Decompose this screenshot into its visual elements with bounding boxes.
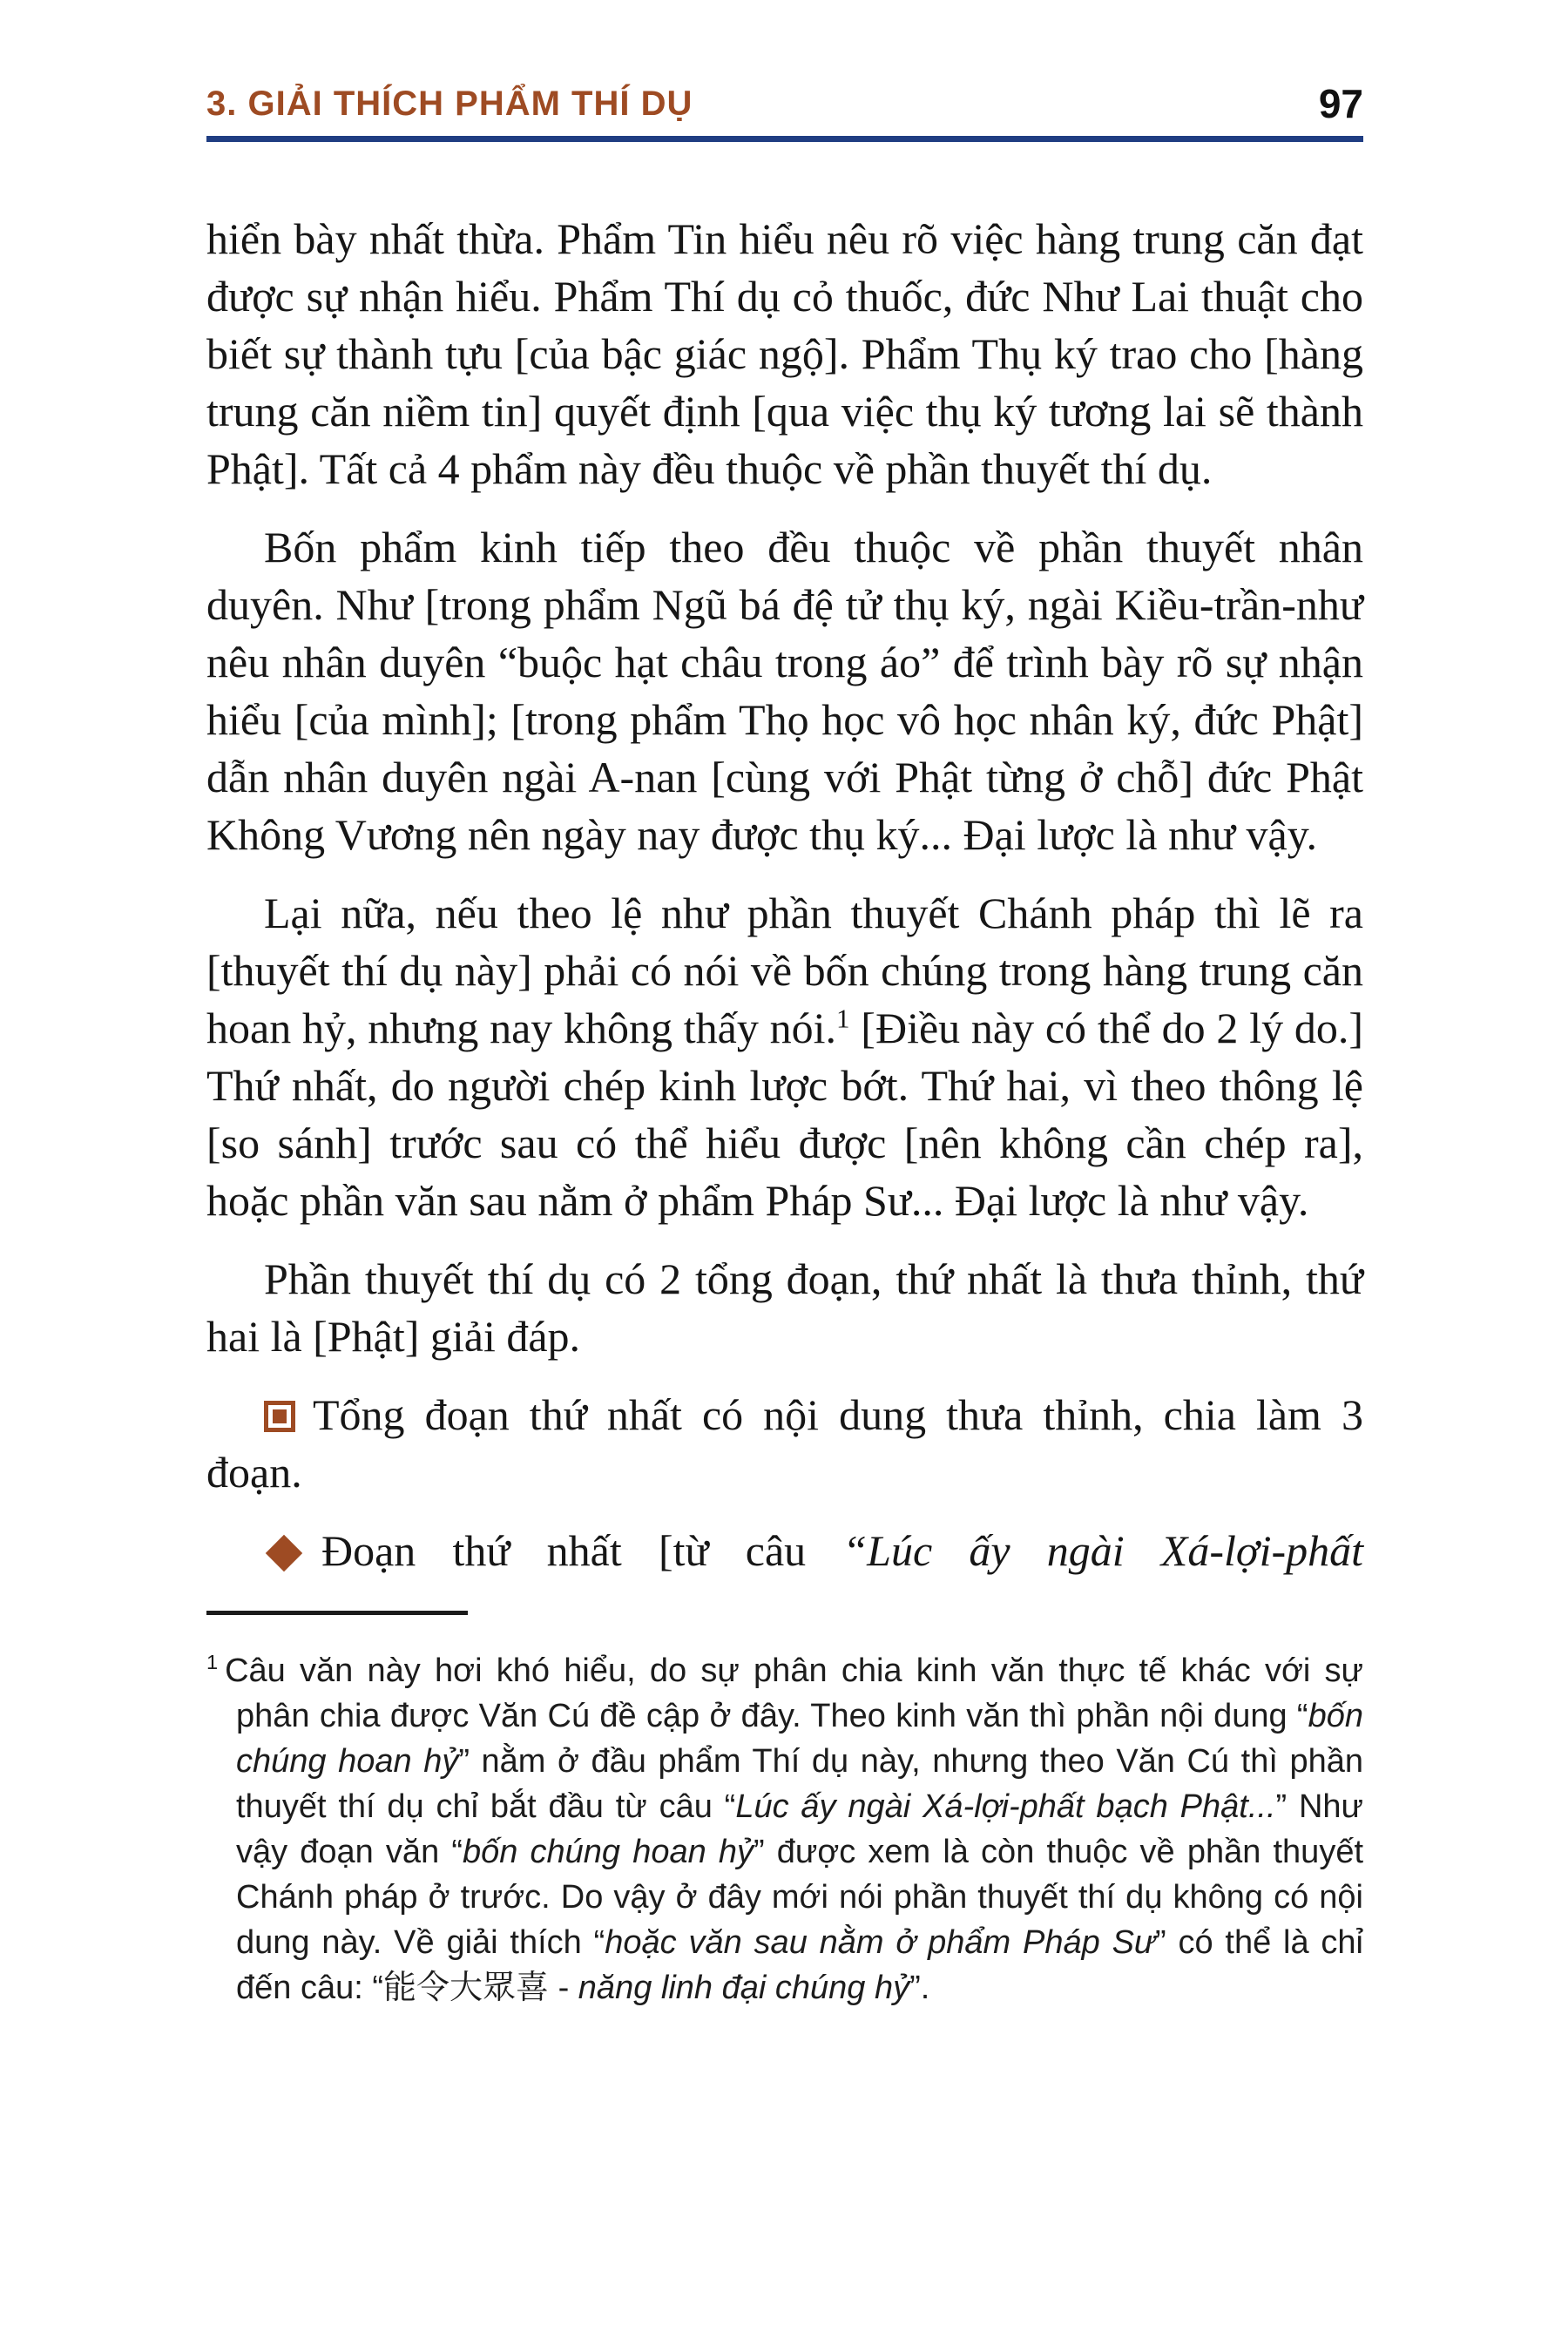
page-header (206, 81, 1363, 142)
paragraph (206, 210, 1363, 497)
text-segment: Câu văn này hơi khó hiểu, do sự phân chia kinh văn thực tế khác với sự phân chia được Văn Cú đề cập ở đây. Theo kinh văn thì phần nội dung “ (225, 1652, 1363, 1734)
text-segment: Phần thuyết thí dụ có 2 tổng đoạn, thứ nhất là thưa thỉnh, thứ hai là [Phật] giải đáp. (206, 1254, 1363, 1361)
header-rule (206, 136, 1363, 142)
text-segment: ” nằm ở đầu phẩm Thí dụ này, nhưng theo Văn Cú thì phần thuyết thí dụ chỉ bắt đầu từ câu “ (236, 1743, 1363, 1825)
text-segment: năng linh đại chúng hỷ (578, 1970, 910, 2006)
text-segment: ”. (909, 1970, 930, 2006)
footnote-separator (206, 1611, 468, 1615)
running-header-title: 3. GIẢI THÍCH PHẨM THÍ DỤ (206, 84, 693, 123)
paragraph (206, 518, 1363, 863)
text-segment: ” Như vậy đoạn văn “ (236, 1788, 1363, 1870)
text-segment: [Điều này có thể do 2 lý do.] Thứ nhất, do người chép kinh lược bớt. Thứ hai, vì theo thông lệ [so sánh] trước sau có thể hiểu được [nên không cần chép ra], hoặc phần văn sau nằm ở phẩm Pháp Sư... Đại lược là như vậy. (206, 1004, 1363, 1225)
paragraph (206, 1250, 1363, 1365)
body-text (206, 210, 1363, 1579)
footnote-area (206, 1611, 1363, 2011)
text-segment: - (549, 1970, 578, 2006)
paragraph (206, 1522, 1363, 1579)
text-segment: Đoạn thứ nhất [từ câu (321, 1526, 843, 1575)
text-segment: Bốn phẩm kinh tiếp theo đều thuộc về phần thuyết nhân duyên. Như [trong phẩm Ngũ bá đệ tử thụ ký, ngài Kiều-trần-như nêu nhân duyên “buộc hạt châu trong áo” để trình bày rõ sự nhận hiểu [của mình]; [trong phẩm Thọ học vô học nhân ký, đức Phật] dẫn nhân duyên ngài A-nan [cùng với Phật từng ở chỗ] đức Phật Không Vương nên ngày nay được thụ ký... Đại lược là như vậy. (206, 523, 1363, 859)
text-segment: bốn chúng hoan hỷ (463, 1834, 754, 1870)
text-segment: bốn chúng hoan hỷ (236, 1698, 1363, 1780)
footnote (206, 1648, 1363, 2011)
text-segment: ” được xem là còn thuộc về phần thuyết Chánh pháp ở trước. Do vậy ở đây mới nói phần thuyết thí dụ không có nội dung này. Về giải thích “ (236, 1834, 1364, 1961)
text-segment: hoặc văn sau nằm ở phẩm Pháp Sư (605, 1924, 1155, 1961)
diamond-bullet-icon (266, 1535, 302, 1571)
footnote-reference: 1 (836, 1003, 850, 1034)
text-segment: Lại nữa, nếu theo lệ như phần thuyết Chánh pháp thì lẽ ra [thuyết thí dụ này] phải có nói về bốn chúng trong hàng trung căn hoan hỷ, nhưng nay không thấy nói. (206, 889, 1363, 1052)
paragraph (206, 1386, 1363, 1501)
text-segment: hiển bày nhất thừa. Phẩm Tin hiểu nêu rõ việc hàng trung căn đạt được sự nhận hiểu. Phẩm Thí dụ cỏ thuốc, đức Như Lai thuật cho biết sự thành tựu [của bậc giác ngộ]. Phẩm Thụ ký trao cho [hàng trung căn niềm tin] quyết định [qua việc thụ ký tương lai sẽ thành Phật]. Tất cả 4 phẩm này đều thuộc về phần thuyết thí dụ. (206, 214, 1363, 493)
square-bullet-icon (264, 1401, 295, 1432)
text-segment: Lúc ấy ngài Xá-lợi-phất bạch Phật... (735, 1788, 1276, 1825)
paragraph (206, 884, 1363, 1229)
text-segment: ” có thể là chỉ đến câu: “ (236, 1924, 1364, 2006)
running-head-row (206, 81, 1363, 126)
text-segment: “Lúc ấy ngài Xá-lợi-phất (842, 1526, 1363, 1575)
text-segment: Tổng đoạn thứ nhất có nội dung thưa thỉnh, chia làm 3 đoạn. (206, 1390, 1363, 1497)
page-number: 97 (1318, 81, 1363, 126)
footnote-marker: 1 (206, 1651, 219, 1674)
text-segment: 能令大眾喜 (383, 1970, 550, 2006)
book-page (206, 81, 1364, 2044)
